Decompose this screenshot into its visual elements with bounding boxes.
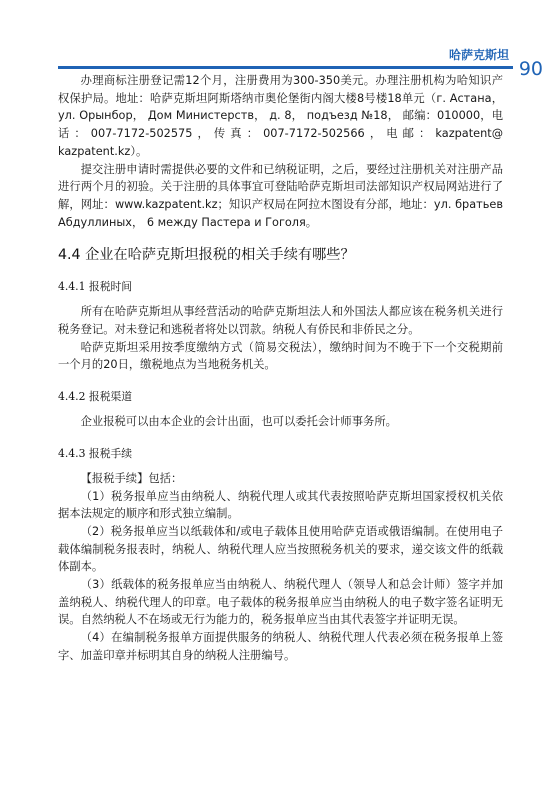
paragraph-443-item-1: （1）税务报单应当由纳税人、纳税代理人或其代表按照哈萨克斯坦国家授权机关依据本法规定的顺序和形式独立编制。 bbox=[58, 489, 503, 521]
intro-paragraph-1: 办理商标注册登记需12个月，注册费用为300-350美元。办理注册机构为哈知识产权保护局。地址：哈萨克斯坦阿斯塔纳市奥伦堡街内阁大楼8号楼18单元（г. Астана， ул. Орынбор， Дом Министерств， д. 8， подъезд №18， 邮编：010000，电话：007-7172-502575，传真：007-7172-502566，电邮：kazpatent@ kazpatent.kz）。 bbox=[58, 74, 503, 158]
page-body bbox=[58, 72, 503, 665]
paragraph-443-item-3: （3）纸载体的税务报单应当由纳税人、纳税代理人（领导人和总会计师）签字并加盖纳税人、纳税代理人的印章。电子载体的税务报单应当由纳税人的电子数字签名证明无误。自然纳税人不在场或无行为能力的，税务报单应当由其代表签字并证明无误。 bbox=[58, 578, 503, 627]
paragraph-442-1: 企业报税可以由本企业的会计出面，也可以委托会计师事务所。 bbox=[80, 415, 397, 429]
subsection-heading-442: 4.4.2 报税渠道 bbox=[58, 390, 133, 404]
paragraph-443-item-4: （4）在编制税务报单方面提供服务的纳税人、纳税代理人代表必须在税务报单上签字、加盖印章并标明其自身的纳税人注册编号。 bbox=[58, 631, 503, 662]
paragraph-443-intro: 【报税手续】包括： bbox=[80, 471, 183, 485]
subsection-heading-441: 4.4.1 报税时间 bbox=[58, 280, 133, 294]
subsection-heading-443: 4.4.3 报税手续 bbox=[58, 446, 133, 460]
section-heading: 4.4 企业在哈萨克斯坦报税的相关手续有哪些？ bbox=[58, 247, 355, 264]
intro-paragraph-2: 提交注册申请时需提供必要的文件和已纳税证明，之后，要经过注册机关对注册产品进行两个月的初验。关于注册的具体事宜可登陆哈萨克斯坦司法部知识产权局网站进行了解，网址：www.kazpatent.kz；知识产权局在阿拉木图设有分部，地址：ул. братьев Абдуллиных， 6 между Пастера и Гоголя。 bbox=[58, 162, 503, 229]
header-title: 哈萨克斯坦 bbox=[448, 48, 509, 62]
paragraph-441-1: 所有在哈萨克斯坦从事经营活动的哈萨克斯坦法人和外国法人都应该在税务机关进行税务登记。对未登记和逃税者将处以罚款。纳税人有侨民和非侨民之分。 bbox=[58, 305, 503, 337]
paragraph-443-item-2: （2）税务报单应当以纸载体和/或电子载体且使用哈萨克语或俄语编制。在使用电子载体编制税务报表时，纳税人、纳税代理人应当按照税务机关的要求，递交该文件的纸载体副本。 bbox=[58, 524, 503, 574]
page-number: 90 bbox=[518, 58, 543, 80]
header-rule bbox=[58, 66, 513, 69]
paragraph-441-2: 哈萨克斯坦采用按季度缴纳方式（简易交税法），缴纳时间为不晚于下一个交税期前一个月的20日，缴税地点为当地税务机关。 bbox=[58, 340, 503, 372]
